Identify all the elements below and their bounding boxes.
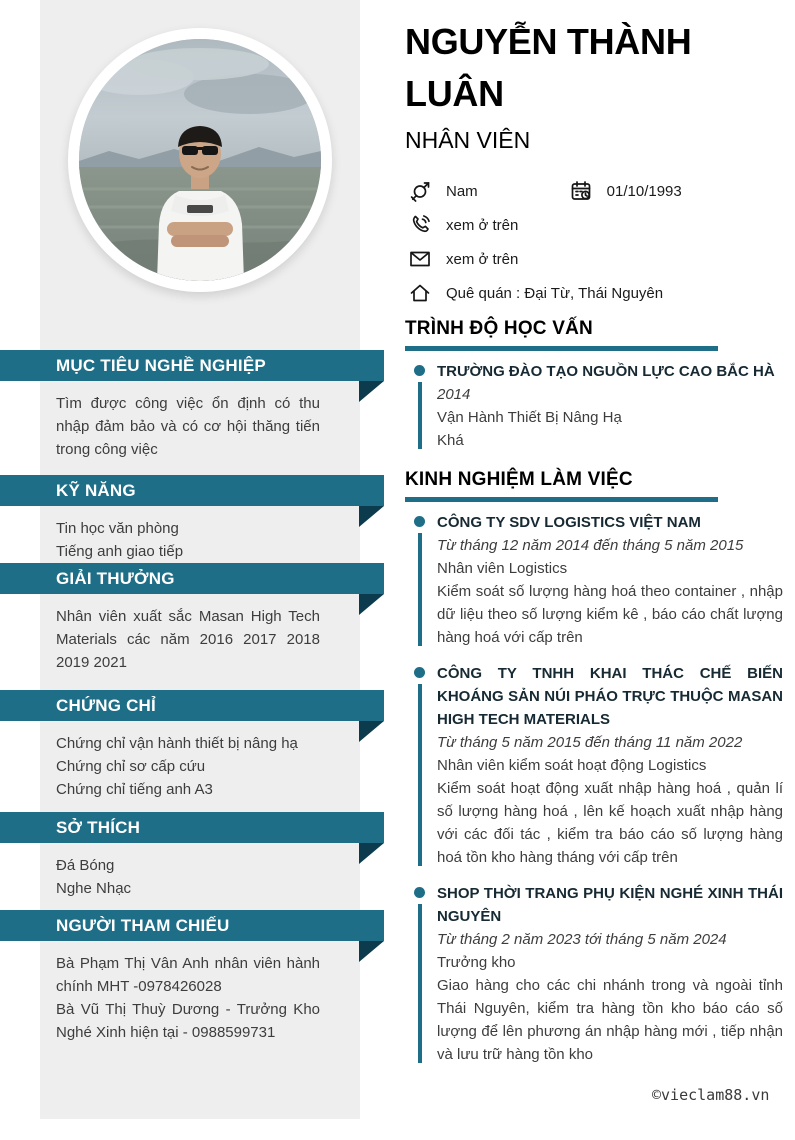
gender-value: Nam <box>446 182 478 200</box>
experience-entry <box>405 662 783 869</box>
work-role: Trưởng kho <box>437 954 516 971</box>
timeline-line <box>418 533 422 646</box>
calendar-icon <box>569 179 593 203</box>
contact-row-hometown <box>405 281 783 305</box>
phone-value: xem ở trên <box>446 216 519 234</box>
section-banner <box>0 812 384 843</box>
timeline-bullet-icon <box>414 887 425 898</box>
certificate-item: Chứng chỉ tiếng anh A3 <box>56 781 213 798</box>
mail-icon <box>408 247 432 271</box>
certificate-item: Chứng chỉ vận hành thiết bị nâng hạ <box>56 735 298 752</box>
timeline-line <box>418 684 422 866</box>
timeline-bullet-icon <box>414 365 425 376</box>
education-year: 2014 <box>437 386 471 403</box>
section-banner <box>0 690 384 721</box>
heading-underline <box>405 497 718 502</box>
gender-pair <box>405 179 478 203</box>
job-title: NHÂN VIÊN <box>405 127 531 153</box>
ribbon-fold <box>359 381 384 402</box>
home-icon <box>408 281 432 305</box>
school-name: TRƯỜNG ĐÀO TẠO NGUỒN LỰC CAO BẮC HÀ <box>437 363 775 380</box>
work-period: Từ tháng 12 năm 2014 đến tháng 5 năm 2015 <box>437 537 744 554</box>
hometown-value: Quê quán : Đại Từ, Thái Nguyên <box>446 284 664 302</box>
gender-icon <box>408 179 432 203</box>
section-title: MỤC TIÊU NGHỀ NGHIỆP <box>56 356 266 375</box>
certificate-item: Chứng chỉ sơ cấp cứu <box>56 758 206 775</box>
sidebar-section-references <box>0 910 384 1044</box>
work-period: Từ tháng 2 năm 2023 tới tháng 5 năm 2024 <box>437 931 727 948</box>
contact-row-gender-dob <box>405 179 783 203</box>
work-description: Kiểm soát số lượng hàng hoá theo container , nhập dữ liệu theo số lượng kiểm kê , báo cáo chất lượng hàng hoá với cấp trên <box>437 583 783 646</box>
profile-photo <box>68 28 332 292</box>
award-item: Nhân viên xuất sắc Masan High Tech Materials các năm 2016 2017 2018 2019 2021 <box>56 608 320 671</box>
ribbon-fold <box>359 594 384 615</box>
section-banner <box>0 563 384 594</box>
person-name-line2: LUÂN <box>405 73 504 114</box>
section-banner <box>0 910 384 941</box>
contact-row-email <box>405 247 783 271</box>
timeline-bullet-icon <box>414 667 425 678</box>
ribbon-fold <box>359 843 384 864</box>
work-role: Nhân viên kiểm soát hoạt động Logistics <box>437 757 707 774</box>
timeline-line <box>418 904 422 1063</box>
skill-item: Tin học văn phòng <box>56 520 179 537</box>
objective-text: Tìm được công việc ổn định có thu nhập đảm bảo và có cơ hội thăng tiến trong công việc <box>56 395 320 458</box>
heading-underline <box>405 346 718 351</box>
ribbon-fold <box>359 941 384 962</box>
dob-value: 01/10/1993 <box>606 182 682 200</box>
experience-entry <box>405 511 783 649</box>
reference-item: Bà Phạm Thị Vân Anh nhân viên hành chính MHT -0978426028 <box>56 955 320 995</box>
section-title: NGƯỜI THAM CHIẾU <box>56 916 230 935</box>
work-period: Từ tháng 5 năm 2015 đến tháng 11 năm 2022 <box>437 734 743 751</box>
section-title: CHỨNG CHỈ <box>56 696 156 715</box>
sidebar-section-skills <box>0 475 384 563</box>
sidebar-section-career-objective <box>0 350 384 461</box>
reference-item: Bà Vũ Thị Thuỳ Dương - Trưởng Kho Nghé Xinh hiện tại - 0988599731 <box>56 1001 320 1041</box>
work-description: Giao hàng cho các chi nhánh trong và ngoài tỉnh Thái Nguyên, kiểm tra hàng tồn kho báo cáo số lượng để lên phương án nhập hàng mới , tiếp nhận và lưu trữ hàng tồn kho <box>437 977 783 1063</box>
section-title: KỸ NĂNG <box>56 481 136 500</box>
sidebar-section-hobbies <box>0 812 384 900</box>
profile-photo-illustration <box>79 39 321 281</box>
hobby-item: Đá Bóng <box>56 857 115 874</box>
timeline-bullet-icon <box>414 516 425 527</box>
phone-icon <box>408 213 432 237</box>
company-name: SHOP THỜI TRANG PHỤ KIỆN NGHÉ XINH THÁI NGUYÊN <box>437 885 783 925</box>
contact-row-phone <box>405 213 783 237</box>
person-name-line1: NGUYỄN THÀNH <box>405 21 692 62</box>
education-major: Vận Hành Thiết Bị Nâng Hạ <box>437 409 622 426</box>
hobby-item: Nghe Nhạc <box>56 880 132 897</box>
ribbon-fold <box>359 506 384 527</box>
sidebar-section-certificates <box>0 690 384 801</box>
education-heading: TRÌNH ĐỘ HỌC VẤN <box>405 318 593 339</box>
section-banner <box>0 475 384 506</box>
person-name <box>405 16 783 120</box>
skill-item: Tiếng anh giao tiếp <box>56 543 184 560</box>
timeline-line <box>418 382 422 449</box>
main-column <box>405 0 783 1079</box>
section-title: GIẢI THƯỞNG <box>56 569 175 588</box>
section-banner <box>0 350 384 381</box>
work-role: Nhân viên Logistics <box>437 560 568 577</box>
education-entry <box>405 360 783 452</box>
company-name: CÔNG TY TNHH KHAI THÁC CHẾ BIẾN KHOÁNG SẢN NÚI PHÁO TRỰC THUỘC MASAN HIGH TECH MATERIALS <box>437 665 783 728</box>
watermark: ©vieclam88.vn <box>652 1086 770 1104</box>
experience-heading: KINH NGHIỆM LÀM VIỆC <box>405 469 633 490</box>
experience-entry <box>405 882 783 1066</box>
email-value: xem ở trên <box>446 250 519 268</box>
dob-pair <box>566 179 682 203</box>
education-grade: Khá <box>437 432 464 449</box>
contact-info <box>405 179 783 305</box>
company-name: CÔNG TY SDV LOGISTICS VIỆT NAM <box>437 514 701 531</box>
section-title: SỞ THÍCH <box>56 818 141 837</box>
work-description: Kiểm soát hoạt động xuất nhập hàng hoá , quản lí số lượng hàng hoá , lên kế hoạch xuất nhập hàng với các đối tác , kiểm tra báo cáo số lượng hàng hoá tồn kho hàng tháng với cấp trên <box>437 780 783 866</box>
sidebar-section-awards <box>0 563 384 674</box>
ribbon-fold <box>359 721 384 742</box>
